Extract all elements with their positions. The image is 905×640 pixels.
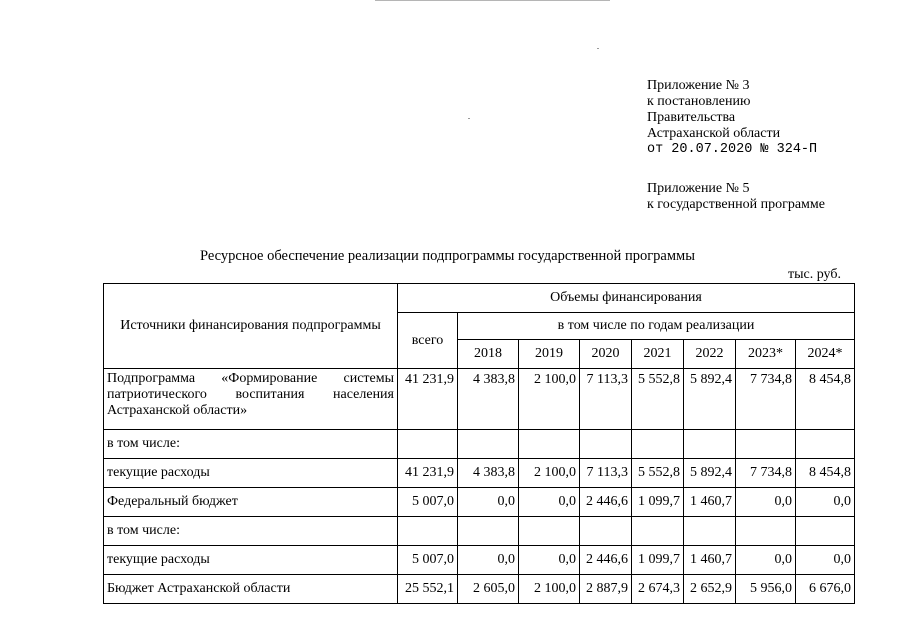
- cell-value: 2 887,9: [580, 575, 632, 604]
- table-row: [104, 488, 855, 517]
- cell-value: 2 674,3: [632, 575, 684, 604]
- cell-value: [736, 430, 796, 459]
- cell-value: [796, 517, 855, 546]
- annex-3-block: [647, 78, 817, 158]
- annex-5-program: к государственной программе: [647, 197, 825, 212]
- cell-value: 2 446,6: [580, 488, 632, 517]
- table-row: [104, 369, 855, 430]
- row-label: Бюджет Астраханской области: [104, 575, 398, 604]
- cell-value: [796, 430, 855, 459]
- row-label: в том числе:: [104, 517, 398, 546]
- cell-value: [684, 517, 736, 546]
- cell-value: 5 892,4: [684, 459, 736, 488]
- cell-value: 0,0: [736, 488, 796, 517]
- cell-value: 1 099,7: [632, 546, 684, 575]
- cell-value: [458, 430, 519, 459]
- row-label: текущие расходы: [104, 459, 398, 488]
- cell-total: 41 231,9: [398, 369, 458, 430]
- cell-total: [398, 430, 458, 459]
- header-year: 2023*: [736, 340, 796, 369]
- cell-value: 1 460,7: [684, 488, 736, 517]
- cell-value: 5 552,8: [632, 459, 684, 488]
- cell-value: [458, 517, 519, 546]
- unit-label: тыс. руб.: [788, 267, 841, 282]
- cell-value: [684, 430, 736, 459]
- cell-value: [736, 517, 796, 546]
- cell-value: 4 383,8: [458, 369, 519, 430]
- header-by-years: в том числе по годам реализации: [458, 313, 855, 340]
- cell-value: [632, 517, 684, 546]
- header-total: всего: [398, 313, 458, 369]
- annex-3-region: Астраханской области: [647, 126, 781, 141]
- cell-value: 2 100,0: [519, 459, 580, 488]
- table-row: [104, 546, 855, 575]
- cell-value: 2 446,6: [580, 546, 632, 575]
- header-year: 2022: [684, 340, 736, 369]
- cell-value: [632, 430, 684, 459]
- row-label: текущие расходы: [104, 546, 398, 575]
- annex-3-number: Приложение № 3: [647, 78, 750, 93]
- cell-value: 7 734,8: [736, 459, 796, 488]
- scan-line-top: [375, 0, 610, 1]
- scan-speck: [597, 48, 599, 49]
- cell-value: [580, 430, 632, 459]
- cell-value: 5 892,4: [684, 369, 736, 430]
- cell-value: 8 454,8: [796, 369, 855, 430]
- cell-value: 4 383,8: [458, 459, 519, 488]
- header-year: 2020: [580, 340, 632, 369]
- cell-value: 0,0: [519, 546, 580, 575]
- cell-value: 0,0: [519, 488, 580, 517]
- annex-5-number: Приложение № 5: [647, 181, 750, 196]
- row-label: Подпрограмма «Формирование системы патриотического воспитания населения Астраханской области»: [104, 369, 398, 430]
- header-volumes: Объемы финансирования: [398, 284, 855, 313]
- cell-value: 6 676,0: [796, 575, 855, 604]
- cell-value: 0,0: [736, 546, 796, 575]
- cell-value: [519, 517, 580, 546]
- row-label: в том числе:: [104, 430, 398, 459]
- cell-total: 5 007,0: [398, 488, 458, 517]
- cell-value: [519, 430, 580, 459]
- document-title: Ресурсное обеспечение реализации подпрограммы государственной программы: [200, 248, 695, 264]
- annex-5-block: [647, 181, 825, 213]
- header-year: 2024*: [796, 340, 855, 369]
- row-label: Федеральный бюджет: [104, 488, 398, 517]
- annex-3-resolution: к постановлению: [647, 94, 751, 109]
- header-year: 2019: [519, 340, 580, 369]
- cell-total: 5 007,0: [398, 546, 458, 575]
- cell-value: 7 113,3: [580, 459, 632, 488]
- cell-value: [580, 517, 632, 546]
- cell-value: 5 552,8: [632, 369, 684, 430]
- annex-3-government: Правительства: [647, 110, 736, 125]
- cell-value: 7 734,8: [736, 369, 796, 430]
- header-sources: Источники финансирования подпрограммы: [104, 284, 398, 369]
- cell-total: 41 231,9: [398, 459, 458, 488]
- cell-value: 1 099,7: [632, 488, 684, 517]
- table-row: [104, 430, 855, 459]
- financing-table: [103, 283, 855, 604]
- cell-value: 0,0: [796, 546, 855, 575]
- cell-value: 2 605,0: [458, 575, 519, 604]
- cell-value: 0,0: [458, 546, 519, 575]
- table-row: [104, 575, 855, 604]
- header-year: 2018: [458, 340, 519, 369]
- cell-value: 2 652,9: [684, 575, 736, 604]
- header-year: 2021: [632, 340, 684, 369]
- cell-value: 5 956,0: [736, 575, 796, 604]
- table-row: [104, 459, 855, 488]
- cell-value: 2 100,0: [519, 575, 580, 604]
- cell-value: 1 460,7: [684, 546, 736, 575]
- cell-total: 25 552,1: [398, 575, 458, 604]
- cell-total: [398, 517, 458, 546]
- annex-3-date-number: от 20.07.2020 № 324-П: [647, 142, 818, 157]
- table-row: [104, 517, 855, 546]
- cell-value: 8 454,8: [796, 459, 855, 488]
- cell-value: 0,0: [796, 488, 855, 517]
- cell-value: 0,0: [458, 488, 519, 517]
- cell-value: 2 100,0: [519, 369, 580, 430]
- scan-speck: [468, 118, 470, 119]
- cell-value: 7 113,3: [580, 369, 632, 430]
